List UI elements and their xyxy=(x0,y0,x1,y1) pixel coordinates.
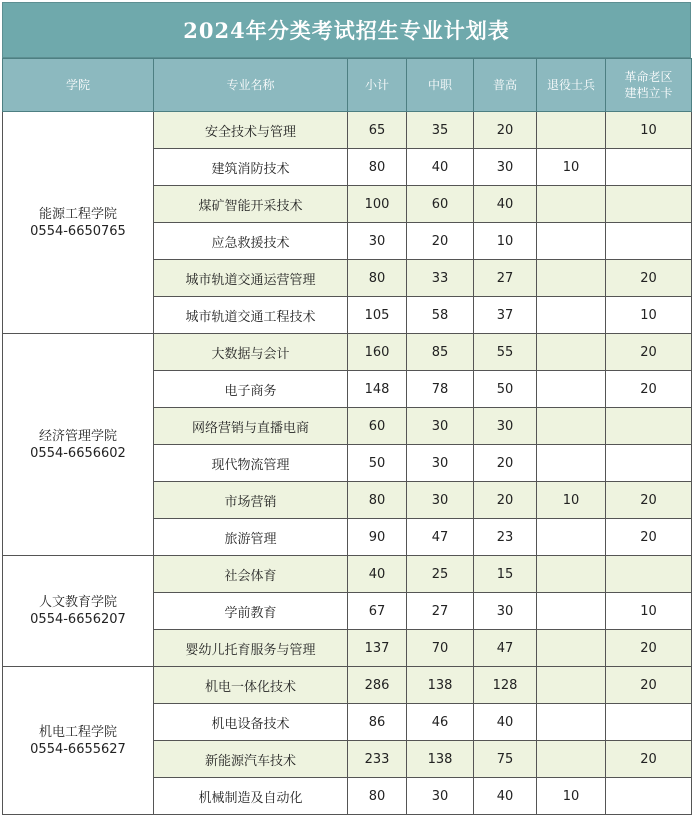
table-title: 2024年分类考试招生专业计划表 xyxy=(2,2,691,58)
table-row xyxy=(3,112,692,149)
general-cell: 40 xyxy=(474,186,537,223)
vocational-cell: 30 xyxy=(407,482,474,519)
vocational-cell: 30 xyxy=(407,778,474,815)
header-college: 学院 xyxy=(3,59,154,112)
veteran-cell xyxy=(537,112,606,149)
veteran-cell xyxy=(537,334,606,371)
oldarea-cell: 20 xyxy=(606,371,692,408)
vocational-cell: 58 xyxy=(407,297,474,334)
general-cell: 47 xyxy=(474,630,537,667)
total-cell: 80 xyxy=(348,260,407,297)
total-cell: 100 xyxy=(348,186,407,223)
major-cell: 机械制造及自动化 xyxy=(154,778,348,815)
college-phone: 0554-6650765 xyxy=(30,223,126,239)
general-cell: 20 xyxy=(474,112,537,149)
general-cell: 55 xyxy=(474,334,537,371)
header-oldarea-line1: 革命老区 xyxy=(624,70,673,84)
major-cell: 婴幼儿托育服务与管理 xyxy=(154,630,348,667)
oldarea-cell xyxy=(606,445,692,482)
vocational-cell: 46 xyxy=(407,704,474,741)
college-phone: 0554-6656207 xyxy=(30,612,126,627)
general-cell: 30 xyxy=(474,149,537,186)
major-cell: 煤矿智能开采技术 xyxy=(154,186,348,223)
veteran-cell xyxy=(537,667,606,704)
general-cell: 15 xyxy=(474,556,537,593)
major-cell: 市场营销 xyxy=(154,482,348,519)
oldarea-cell: 20 xyxy=(606,334,692,371)
header-oldarea xyxy=(606,59,692,112)
oldarea-cell: 20 xyxy=(606,519,692,556)
table-row xyxy=(3,667,692,704)
total-cell: 233 xyxy=(348,741,407,778)
oldarea-cell: 10 xyxy=(606,297,692,334)
major-cell: 社会体育 xyxy=(154,556,348,593)
general-cell: 30 xyxy=(474,593,537,630)
general-cell: 37 xyxy=(474,297,537,334)
major-cell: 学前教育 xyxy=(154,593,348,630)
veteran-cell xyxy=(537,186,606,223)
oldarea-cell xyxy=(606,149,692,186)
total-cell: 30 xyxy=(348,223,407,260)
major-cell: 电子商务 xyxy=(154,371,348,408)
oldarea-cell: 20 xyxy=(606,260,692,297)
vocational-cell: 27 xyxy=(407,593,474,630)
total-cell: 286 xyxy=(348,667,407,704)
header-row xyxy=(3,59,692,112)
vocational-cell: 78 xyxy=(407,371,474,408)
total-cell: 65 xyxy=(348,112,407,149)
total-cell: 67 xyxy=(348,593,407,630)
college-cell xyxy=(3,556,154,667)
total-cell: 137 xyxy=(348,630,407,667)
general-cell: 23 xyxy=(474,519,537,556)
veteran-cell xyxy=(537,223,606,260)
oldarea-cell xyxy=(606,704,692,741)
enrollment-plan-table xyxy=(2,58,692,815)
header-major: 专业名称 xyxy=(154,59,348,112)
total-cell: 148 xyxy=(348,371,407,408)
oldarea-cell xyxy=(606,408,692,445)
general-cell: 30 xyxy=(474,408,537,445)
college-cell xyxy=(3,112,154,334)
college-name: 人文教育学院 xyxy=(38,595,117,610)
total-cell: 105 xyxy=(348,297,407,334)
college-phone: 0554-6656602 xyxy=(30,445,126,461)
general-cell: 10 xyxy=(474,223,537,260)
vocational-cell: 47 xyxy=(407,519,474,556)
total-cell: 80 xyxy=(348,149,407,186)
vocational-cell: 138 xyxy=(407,667,474,704)
general-cell: 40 xyxy=(474,778,537,815)
vocational-cell: 30 xyxy=(407,445,474,482)
general-cell: 75 xyxy=(474,741,537,778)
general-cell: 128 xyxy=(474,667,537,704)
veteran-cell xyxy=(537,408,606,445)
veteran-cell xyxy=(537,445,606,482)
major-cell: 网络营销与直播电商 xyxy=(154,408,348,445)
vocational-cell: 25 xyxy=(407,556,474,593)
oldarea-cell xyxy=(606,223,692,260)
major-cell: 机电一体化技术 xyxy=(154,667,348,704)
header-veteran: 退役士兵 xyxy=(537,59,606,112)
oldarea-cell xyxy=(606,556,692,593)
major-cell: 新能源汽车技术 xyxy=(154,741,348,778)
college-name: 经济管理学院 xyxy=(38,428,117,444)
veteran-cell: 10 xyxy=(537,149,606,186)
college-phone: 0554-6655627 xyxy=(30,741,126,757)
header-oldarea-line2: 建档立卡 xyxy=(624,86,673,100)
major-cell: 城市轨道交通运营管理 xyxy=(154,260,348,297)
total-cell: 160 xyxy=(348,334,407,371)
table-row xyxy=(3,556,692,593)
veteran-cell xyxy=(537,260,606,297)
total-cell: 80 xyxy=(348,482,407,519)
veteran-cell xyxy=(537,297,606,334)
oldarea-cell: 10 xyxy=(606,112,692,149)
major-cell: 应急救援技术 xyxy=(154,223,348,260)
total-cell: 40 xyxy=(348,556,407,593)
general-cell: 20 xyxy=(474,445,537,482)
header-general: 普高 xyxy=(474,59,537,112)
major-cell: 现代物流管理 xyxy=(154,445,348,482)
college-cell xyxy=(3,334,154,556)
veteran-cell xyxy=(537,556,606,593)
veteran-cell xyxy=(537,593,606,630)
vocational-cell: 85 xyxy=(407,334,474,371)
vocational-cell: 70 xyxy=(407,630,474,667)
veteran-cell xyxy=(537,630,606,667)
oldarea-cell: 20 xyxy=(606,482,692,519)
vocational-cell: 138 xyxy=(407,741,474,778)
vocational-cell: 20 xyxy=(407,223,474,260)
veteran-cell xyxy=(537,371,606,408)
veteran-cell: 10 xyxy=(537,778,606,815)
oldarea-cell: 20 xyxy=(606,667,692,704)
vocational-cell: 33 xyxy=(407,260,474,297)
oldarea-cell: 20 xyxy=(606,741,692,778)
major-cell: 建筑消防技术 xyxy=(154,149,348,186)
oldarea-cell: 20 xyxy=(606,630,692,667)
oldarea-cell xyxy=(606,778,692,815)
table-row xyxy=(3,334,692,371)
oldarea-cell xyxy=(606,186,692,223)
total-cell: 80 xyxy=(348,778,407,815)
college-name: 机电工程学院 xyxy=(38,724,117,740)
veteran-cell xyxy=(537,519,606,556)
college-cell xyxy=(3,667,154,815)
general-cell: 27 xyxy=(474,260,537,297)
college-name: 能源工程学院 xyxy=(38,206,117,222)
total-cell: 60 xyxy=(348,408,407,445)
major-cell: 大数据与会计 xyxy=(154,334,348,371)
header-total: 小计 xyxy=(348,59,407,112)
general-cell: 50 xyxy=(474,371,537,408)
major-cell: 城市轨道交通工程技术 xyxy=(154,297,348,334)
total-cell: 90 xyxy=(348,519,407,556)
veteran-cell xyxy=(537,741,606,778)
general-cell: 20 xyxy=(474,482,537,519)
vocational-cell: 60 xyxy=(407,186,474,223)
major-cell: 机电设备技术 xyxy=(154,704,348,741)
major-cell: 旅游管理 xyxy=(154,519,348,556)
major-cell: 安全技术与管理 xyxy=(154,112,348,149)
total-cell: 50 xyxy=(348,445,407,482)
oldarea-cell: 10 xyxy=(606,593,692,630)
header-vocational: 中职 xyxy=(407,59,474,112)
vocational-cell: 30 xyxy=(407,408,474,445)
general-cell: 40 xyxy=(474,704,537,741)
vocational-cell: 40 xyxy=(407,149,474,186)
vocational-cell: 35 xyxy=(407,112,474,149)
total-cell: 86 xyxy=(348,704,407,741)
veteran-cell xyxy=(537,704,606,741)
veteran-cell: 10 xyxy=(537,482,606,519)
